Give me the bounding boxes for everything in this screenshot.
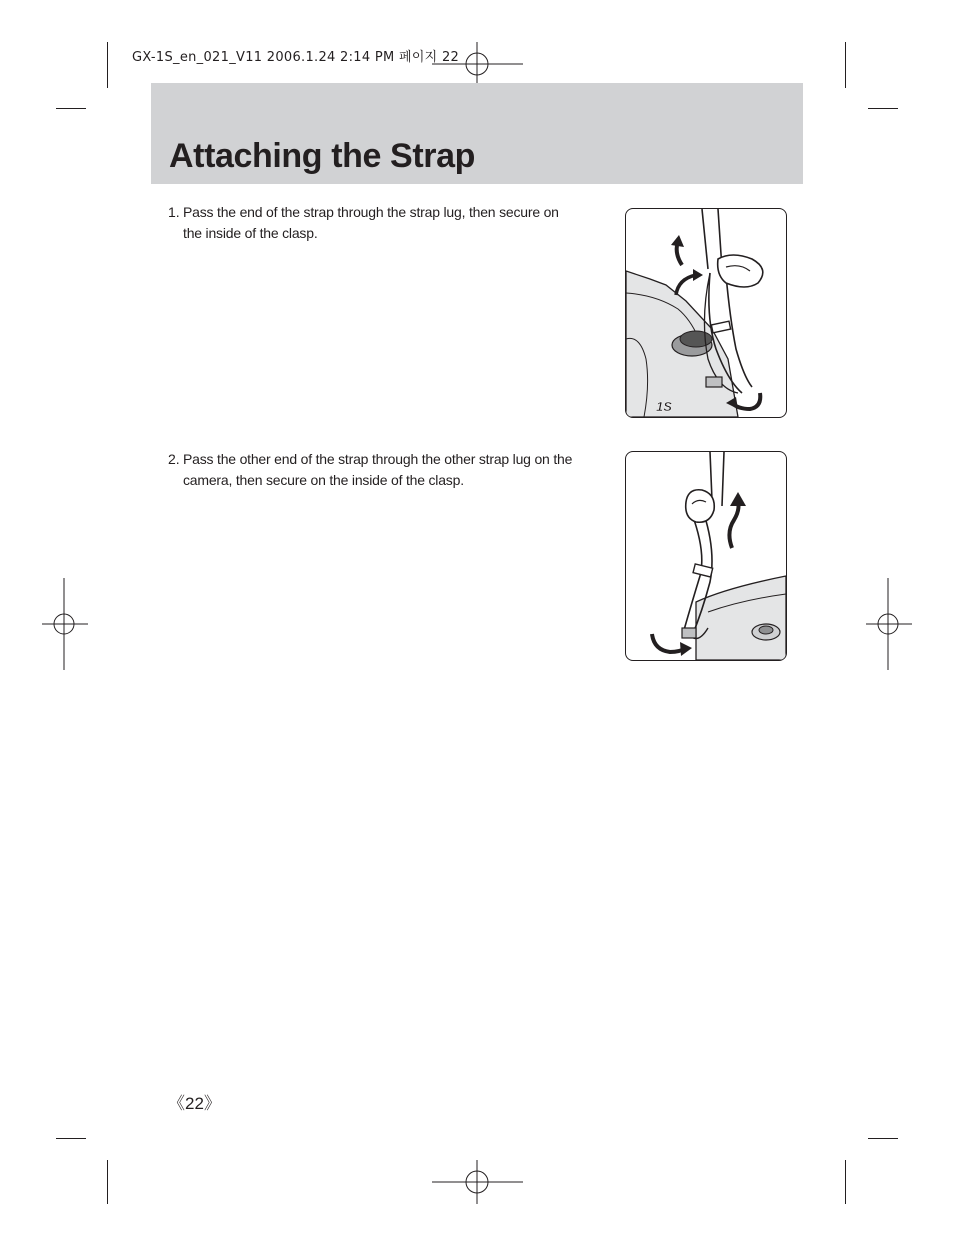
title-band: [151, 83, 803, 184]
page-title: Attaching the Strap: [169, 137, 475, 175]
strap-illustration-1: [626, 209, 786, 417]
strap-figure-2: [625, 451, 787, 661]
crop-mark: [868, 108, 898, 109]
step-number: 2.: [168, 451, 180, 467]
registration-mark-bottom: [430, 1160, 525, 1204]
strap-keeper: [711, 321, 730, 333]
mode-dial-top: [680, 331, 712, 347]
step-2: [168, 449, 578, 491]
camera-body: [696, 576, 786, 660]
crop-mark: [107, 42, 108, 88]
strap-lug: [706, 377, 722, 387]
crop-mark: [107, 1160, 108, 1204]
step-text: Pass the other end of the strap through the other strap lug on the camera, then secure on the inside of the clasp.: [183, 451, 573, 488]
step-number: 1.: [168, 204, 180, 220]
arrow-up-icon: [729, 502, 738, 548]
crop-mark: [845, 1160, 846, 1204]
crop-mark: [56, 1138, 86, 1139]
step-text: Pass the end of the strap through the strap lug, then secure on the inside of the clasp.: [183, 204, 559, 241]
strap-lug: [682, 628, 696, 638]
registration-mark-left: [42, 578, 88, 670]
crop-mark: [845, 42, 846, 88]
registration-mark-right: [866, 578, 912, 670]
print-slug: GX-1S_en_021_V11 2006.1.24 2:14 PM 페이지 22: [132, 50, 460, 65]
strap-clasp: [718, 255, 763, 287]
crop-mark: [868, 1138, 898, 1139]
page-number: 《22》: [168, 1094, 221, 1113]
strap-illustration-2: [626, 452, 786, 660]
step-1: [168, 202, 578, 244]
strap-clasp: [686, 490, 715, 523]
strap-keeper: [693, 564, 713, 577]
model-badge-text: 1S: [656, 399, 672, 414]
strap-figure-1: [625, 208, 787, 418]
crop-mark: [56, 108, 86, 109]
